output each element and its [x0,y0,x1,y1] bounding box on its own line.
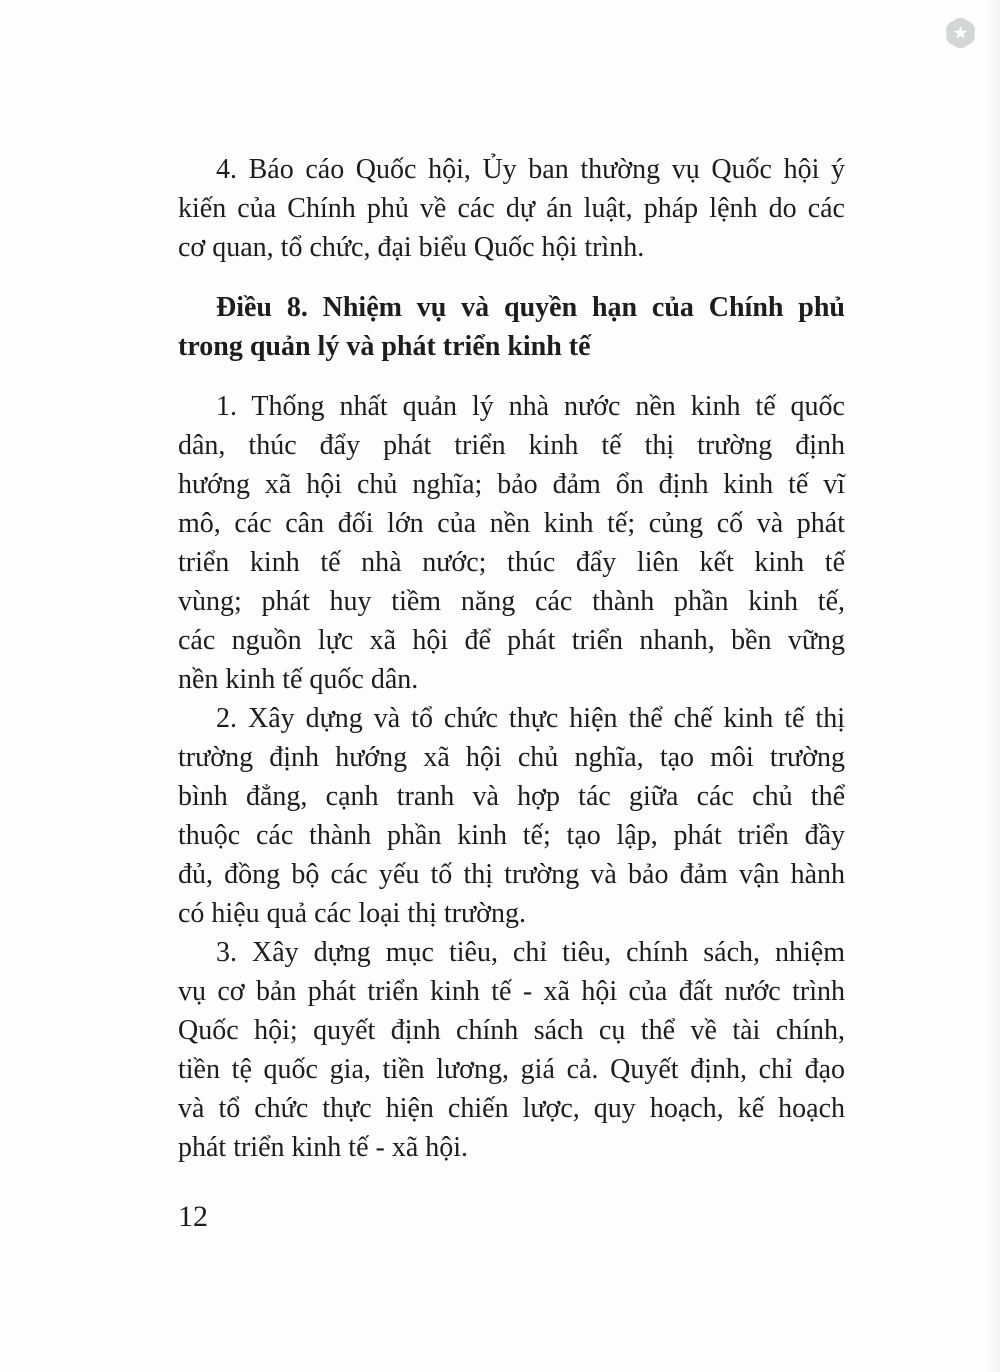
text-line: nền kinh tế quốc dân. [178,664,419,695]
text-line: 2. Xây dựng và tổ chức thực hiện thể chế kinh tế thị [216,703,845,734]
text-line: vụ cơ bản phát triển kinh tế - xã hội của đất nước trình [178,976,845,1007]
text-line: mô, các cân đối lớn của nền kinh tế; củng cố và phát [178,508,845,539]
text-line: tiền tệ quốc gia, tiền lương, giá cả. Quyết định, chỉ đạo [178,1054,845,1085]
article-heading-line: trong quản lý và phát triển kinh tế [178,331,591,362]
text-line: 1. Thống nhất quản lý nhà nước nền kinh tế quốc [216,391,845,422]
article-text-column [178,150,845,1167]
text-line: các nguồn lực xã hội để phát triển nhanh, bền vững [178,625,845,656]
text-line: dân, thúc đẩy phát triển kinh tế thị trường định [178,430,845,461]
text-line: 4. Báo cáo Quốc hội, Ủy ban thường vụ Quốc hội ý [216,154,845,185]
text-line: vùng; phát huy tiềm năng các thành phần kinh tế, [178,586,845,617]
text-line: có hiệu quả các loại thị trường. [178,898,526,929]
text-line: 3. Xây dựng mục tiêu, chỉ tiêu, chính sách, nhiệm [216,937,845,968]
page-number: 12 [178,1200,208,1233]
text-line: đủ, đồng bộ các yếu tố thị trường và bảo đảm vận hành [178,859,845,890]
flower-asterisk-icon [943,15,978,51]
page-edge-shading [984,0,1000,1372]
paragraph-clause-1 [178,387,845,699]
paragraph-clause-3 [178,933,845,1167]
paragraph-clause-2 [178,699,845,933]
text-line: bình đẳng, cạnh tranh và hợp tác giữa các chủ thể [178,781,845,812]
text-line: triển kinh tế nhà nước; thúc đẩy liên kết kinh tế [178,547,845,578]
paragraph-intro-item [178,150,845,267]
text-line: cơ quan, tổ chức, đại biểu Quốc hội trình. [178,232,645,263]
text-line: thuộc các thành phần kinh tế; tạo lập, phát triển đầy [178,820,845,851]
article-heading [178,288,845,366]
text-line: kiến của Chính phủ về các dự án luật, pháp lệnh do các [178,193,845,224]
text-line: hướng xã hội chủ nghĩa; bảo đảm ổn định kinh tế vĩ [178,469,845,500]
article-heading-line: Điều 8. Nhiệm vụ và quyền hạn của Chính phủ [216,292,845,323]
text-line: trường định hướng xã hội chủ nghĩa, tạo môi trường [178,742,845,773]
text-line: phát triển kinh tế - xã hội. [178,1132,469,1163]
text-line: Quốc hội; quyết định chính sách cụ thể về tài chính, [178,1015,845,1046]
text-line: và tổ chức thực hiện chiến lược, quy hoạch, kế hoạch [178,1093,845,1124]
